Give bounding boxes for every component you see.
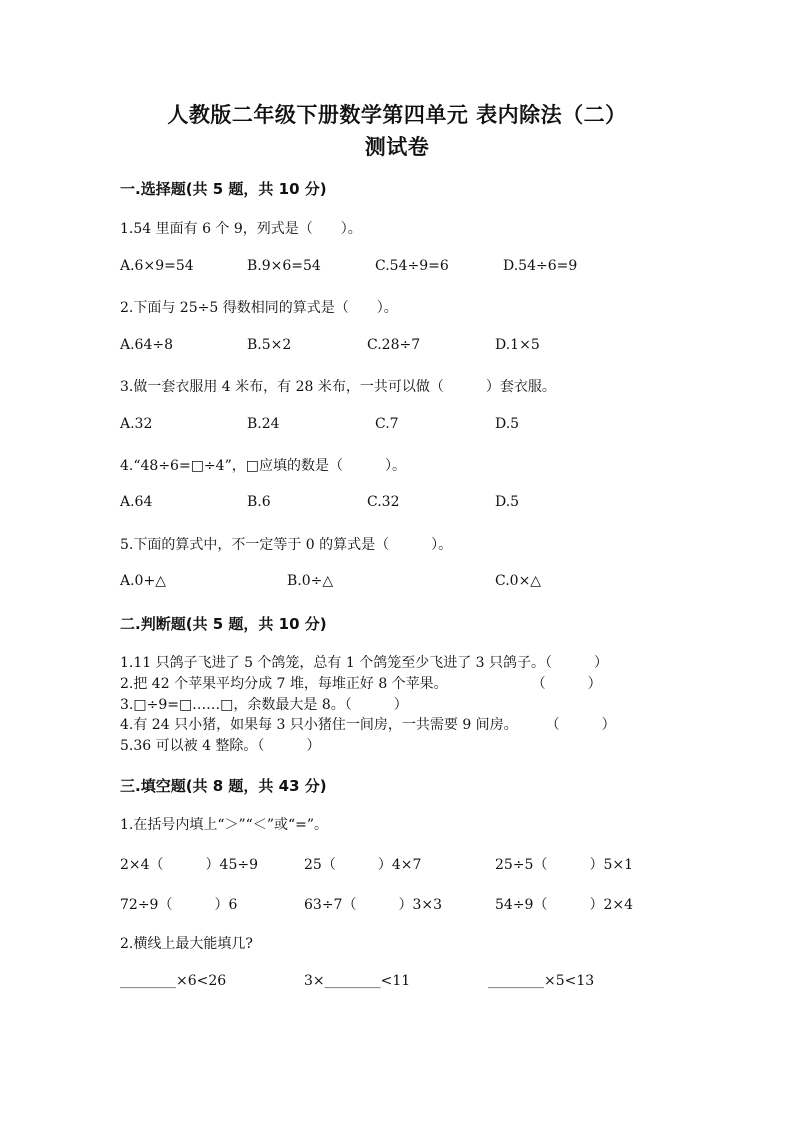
question-stem: 5.下面的算式中，不一定等于 0 的算式是（ ）。: [120, 537, 453, 553]
option: B.6: [247, 494, 271, 510]
question-stem: 4.“48÷6=□÷4”，□应填的数是（ ）。: [120, 458, 406, 474]
question-stem: 1.54 里面有 6 个 9，列式是（ ）。: [120, 221, 362, 237]
option: C.28÷7: [367, 337, 421, 353]
section-heading-fill: 三.填空题(共 8 题，共 43 分): [120, 777, 327, 795]
page-title: 人教版二年级下册数学第四单元 表内除法（二）: [167, 103, 627, 127]
compare-item: 72÷9（ ）6: [120, 897, 238, 913]
page-subtitle: 测试卷: [364, 135, 430, 159]
blank-item: 3×________<11: [304, 973, 411, 989]
compare-item: 54÷9（ ）2×4: [495, 897, 633, 913]
judge-item: 4.有 24 只小猪，如果每 3 只小猪住一间房，一共需要 9 间房。 （ ）: [120, 717, 616, 733]
question-stem: 2.横线上最大能填几?: [120, 936, 253, 952]
option: C.54÷9=6: [375, 258, 449, 274]
option: B.24: [247, 416, 280, 432]
question-stem: 3.做一套衣服用 4 米布，有 28 米布，一共可以做（ ）套衣服。: [120, 379, 556, 395]
compare-item: 63÷7（ ）3×3: [304, 897, 442, 913]
option: C.32: [367, 494, 400, 510]
compare-item: 25÷5（ ）5×1: [495, 857, 633, 873]
blank-item: ________×5<13: [488, 973, 595, 989]
blank-item: ________×6<26: [120, 973, 227, 989]
question-stem: 1.在括号内填上“＞”“＜”或“=”。: [120, 817, 329, 833]
option: C.0×△: [495, 573, 542, 589]
option: D.5: [495, 494, 520, 510]
judge-item: 2.把 42 个苹果平均分成 7 堆，每堆正好 8 个苹果。 （ ）: [120, 676, 602, 692]
option: B.5×2: [247, 337, 292, 353]
option: B.0÷△: [287, 573, 334, 589]
judge-item: 1.11 只鸽子飞进了 5 个鸽笼，总有 1 个鸽笼至少飞进了 3 只鸽子。（ ）: [120, 655, 609, 671]
option: A.64÷8: [120, 337, 174, 353]
option: D.54÷6=9: [503, 258, 578, 274]
option: A.64: [120, 494, 153, 510]
question-stem: 2.下面与 25÷5 得数相同的算式是（ ）。: [120, 300, 398, 316]
compare-item: 2×4（ ）45÷9: [120, 857, 258, 873]
compare-item: 25（ ）4×7: [304, 857, 422, 873]
section-heading-choice: 一.选择题(共 5 题，共 10 分): [120, 180, 327, 198]
option: A.6×9=54: [120, 258, 194, 274]
option: A.0+△: [120, 573, 166, 589]
option: D.1×5: [495, 337, 540, 353]
option: D.5: [495, 416, 520, 432]
section-heading-judge: 二.判断题(共 5 题，共 10 分): [120, 615, 327, 633]
judge-item: 3.□÷9=□……□，余数最大是 8。（ ）: [120, 697, 408, 713]
option: A.32: [120, 416, 153, 432]
judge-item: 5.36 可以被 4 整除。（ ）: [120, 738, 321, 754]
option: C.7: [375, 416, 399, 432]
option: B.9×6=54: [247, 258, 321, 274]
